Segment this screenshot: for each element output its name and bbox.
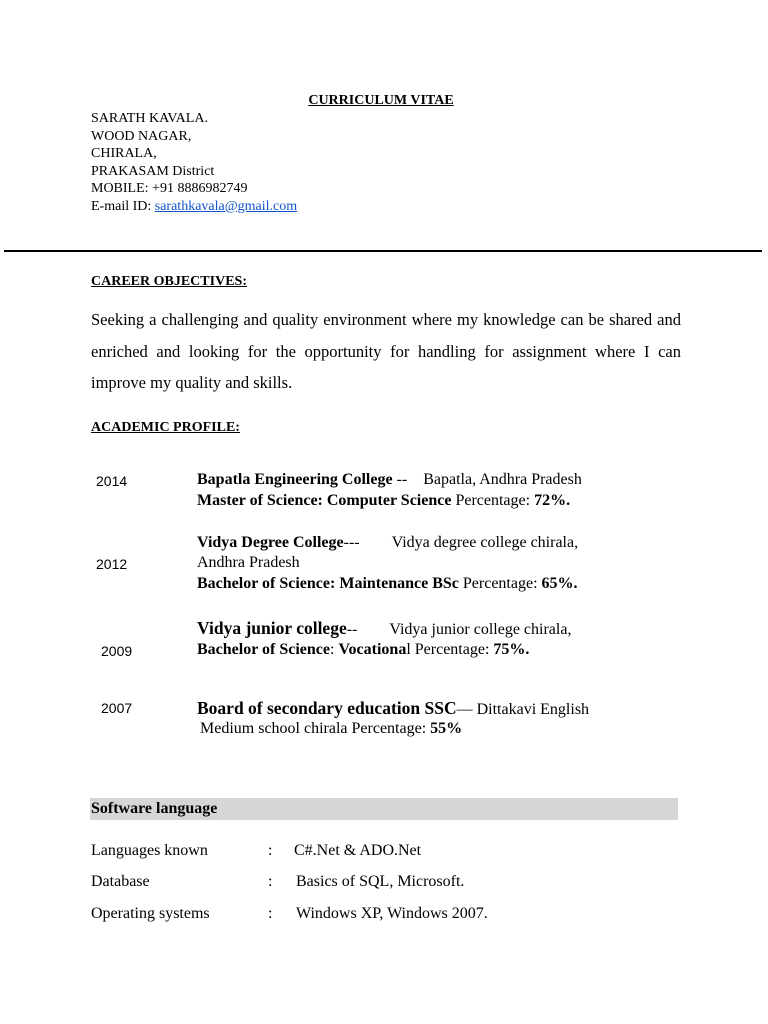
academic-entry-degree-line	[197, 574, 578, 594]
institution-name: Vidya Degree College	[197, 534, 344, 551]
institution-location-continued: Andhra Pradesh	[197, 554, 300, 571]
academic-year-2014: 2014	[96, 473, 128, 489]
academic-year-2009: 2009	[101, 643, 133, 659]
percentage-label: l Percentage:	[406, 641, 494, 658]
institution-location: Bapatla, Andhra Pradesh	[423, 471, 582, 488]
academic-year-2007: 2007	[101, 700, 133, 716]
academic-profile-heading: ACADEMIC PROFILE:	[91, 420, 240, 435]
email-link[interactable]: sarathkavala@gmail.com	[154, 198, 298, 214]
percentage-value: 75%.	[493, 641, 530, 658]
contact-address-line-3: PRAKASAM District	[91, 163, 215, 179]
contact-mobile: MOBILE: +91 8886982749	[91, 181, 248, 196]
software-row-label: Operating systems	[91, 905, 210, 922]
contact-block	[91, 110, 297, 215]
percentage-value: 65%.	[541, 575, 578, 592]
academic-entry-institution-line	[197, 533, 578, 553]
software-row-label: Languages known	[91, 842, 208, 859]
percentage-value: 72%.	[534, 492, 571, 509]
contact-email-row	[91, 198, 297, 216]
institution-separator: ---	[343, 534, 360, 551]
academic-entry-degree-line	[197, 491, 570, 511]
institution-name: Board of secondary education SSC	[197, 698, 457, 718]
percentage-label: Percentage:	[451, 492, 535, 509]
contact-name: SARATH KAVALA.	[91, 111, 208, 126]
institution-location: Dittakavi English	[472, 701, 590, 718]
institution-location: Vidya junior college chirala,	[389, 621, 572, 638]
software-row-value: C#.Net & ADO.Net	[294, 842, 422, 859]
academic-entry-degree-line	[200, 719, 462, 739]
institution-separator: --	[392, 471, 408, 488]
institution-name: Vidya junior college	[197, 618, 347, 638]
institution-separator: --	[346, 621, 358, 638]
contact-address-line-1: WOOD NAGAR,	[91, 128, 192, 144]
software-row-colon: :	[268, 842, 273, 859]
institution-location: Vidya degree college chirala,	[391, 534, 579, 551]
degree-name: Bachelor of Science	[197, 641, 331, 658]
software-row-value: Windows XP, Windows 2007.	[296, 905, 488, 922]
career-objectives-text: Seeking a challenging and quality environment where my knowledge can be shared and enriched and looking for the opportunity for handling for assignment where I can improve my quality and skills.	[91, 310, 681, 392]
software-row-value: Basics of SQL, Microsoft.	[296, 873, 465, 890]
software-row-label: Database	[91, 873, 150, 890]
percentage-label: Percentage:	[458, 575, 542, 592]
contact-address-line-2: CHIRALA,	[91, 146, 157, 161]
email-label: E-mail ID:	[91, 198, 155, 214]
academic-year-2012: 2012	[96, 556, 128, 572]
degree-name: Bachelor of Science: Maintenance BSc	[197, 575, 459, 592]
degree-name: Medium school chirala Percentage:	[200, 720, 431, 737]
academic-entry-institution-line	[197, 618, 571, 640]
academic-entry-institution-line	[197, 698, 589, 720]
career-objectives-heading: CAREER OBJECTIVES:	[91, 274, 247, 289]
percentage-value: 55%	[430, 720, 463, 737]
degree-name: Master of Science: Computer Science	[197, 492, 452, 509]
institution-separator: —	[456, 701, 473, 718]
header-divider	[4, 250, 762, 252]
institution-name: Bapatla Engineering College	[197, 471, 393, 488]
software-row-colon: :	[268, 873, 273, 890]
page-title: CURRICULUM VITAE	[308, 93, 454, 108]
software-row-colon: :	[268, 905, 273, 922]
degree-separator: :	[330, 641, 339, 658]
academic-entry-institution-line	[197, 470, 582, 490]
academic-entry-degree-line	[197, 640, 529, 660]
software-language-heading: Software language	[91, 800, 218, 817]
degree-specialization: Vocationa	[338, 641, 407, 658]
